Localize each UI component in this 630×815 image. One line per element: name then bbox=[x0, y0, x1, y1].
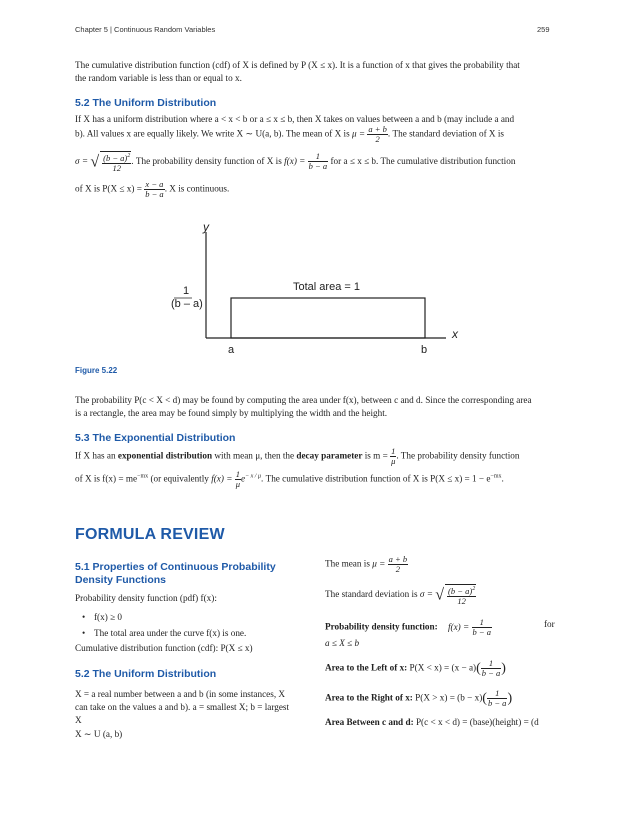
exponential-line-2: of X is $f(x) = me^{-mx}$ (or equivalently f(x) = $\frac{1}{\mu}$ $e^{- x / \mu}$. The cumulative distribution function of X is $P(X \le x) = 1 - e^{-mx}$. bbox=[75, 469, 504, 489]
exp-pdf-fraction: $\frac{1}{\mu}$ bbox=[235, 469, 241, 489]
exponential-line-1: If X has an exponential distribution with mean μ, then the decay parameter is m = $\frac{1}{\mu}$ . The probability density function bbox=[75, 446, 520, 466]
uniform-line-4: of X is P(X ≤ x) = $\frac{x - a}{b - a}$ . X is continuous. bbox=[75, 179, 230, 199]
probability-rectangle bbox=[231, 298, 425, 338]
list-item: • The total area under the curve f(x) is one. bbox=[75, 625, 307, 641]
intro-line-2: the random variable is less than or equal to x. bbox=[75, 73, 242, 83]
fr-pdf-properties bbox=[75, 609, 307, 641]
a-tick-label: a bbox=[228, 344, 235, 356]
x-axis-label: x bbox=[452, 327, 458, 341]
fr-pdf-fraction: $\frac{1}{b - a}$ bbox=[472, 617, 491, 637]
fr-pdf: Probability density function: f(x) = $\frac{1}{b - a}$ for bbox=[325, 617, 555, 637]
pdf-fraction: $\frac{1}{b - a}$ bbox=[308, 151, 328, 172]
uniform-line-2: b). All values x are equally likely. We write X ∼ U(a, b). The mean of X is μ = $\frac{a + b}{2}$ . The standard deviation of X is bbox=[75, 124, 504, 144]
fr-area-right: Area to the Right of x: P(X > x) = (b − x)( $\frac{1}{b - a}$ ) bbox=[325, 688, 513, 708]
height-numerator: 1 bbox=[183, 285, 190, 297]
fr-mean-fraction: $\frac{a + b}{2}$ bbox=[388, 554, 408, 574]
sd-fraction: $\frac{(b - a)^2}{12}$ bbox=[103, 152, 131, 173]
figure-caption: Figure 5.22 bbox=[75, 366, 118, 375]
height-denominator: (b – a) bbox=[171, 298, 203, 310]
cdf-fraction: $\frac{x - a}{b - a}$ bbox=[145, 179, 164, 199]
list-item: • f(x) ≥ 0 bbox=[75, 609, 307, 625]
fr-pdf-line: Probability density function (pdf) f(x): bbox=[75, 593, 217, 603]
running-header: Chapter 5 | Continuous Random Variables bbox=[75, 25, 216, 34]
sqrt-icon: √ bbox=[435, 586, 445, 604]
b-tick-label: b bbox=[421, 344, 428, 356]
total-area-label: Total area = 1 bbox=[293, 281, 360, 293]
fr-standard-deviation: The standard deviation is σ = √ $\frac{(b - a)^2}{12}$ bbox=[325, 585, 476, 606]
probability-paragraph: The probability P(c < X < d) may be found by computing the area under f(x), between c and d. Since the corresponding area is a rectangle, the area may be found simply by multiplying the width and the height. bbox=[75, 395, 532, 418]
page-number: 259 bbox=[537, 25, 550, 34]
sqrt-icon: √ bbox=[90, 153, 100, 171]
uniform-line-1: If X has a uniform distribution where a < x < b or a ≤ x ≤ b, then X takes on values between a and b (may include a and bbox=[75, 114, 515, 124]
fr-section-5-1-title: 5.1 Properties of Continuous Probability Density Functions bbox=[75, 561, 276, 586]
section-5-2-title: 5.2 The Uniform Distribution bbox=[75, 97, 217, 109]
fr-uniform-definition: X = a real number between a and b (in some instances, X can take on the values a and b). a = smallest X; b = largest X bbox=[75, 689, 290, 725]
decay-fraction: $\frac{1}{\mu}$ bbox=[391, 446, 396, 466]
fr-mean: The mean is μ = $\frac{a + b}{2}$ bbox=[325, 554, 408, 574]
intro-line-1: The cumulative distribution function (cdf) of X is defined by P (X ≤ x). It is a function of x that gives the probability that bbox=[75, 60, 520, 70]
section-5-3-title: 5.3 The Exponential Distribution bbox=[75, 432, 236, 444]
fr-area-left: Area to the Left of x: P(X < x) = (x − a)( $\frac{1}{b - a}$ ) bbox=[325, 658, 506, 678]
y-axis-label: y bbox=[203, 220, 209, 234]
uniform-line-3: σ = √ $\frac{(b - a)^2}{12}$ . The probability density function of X is f(x) = $\frac{1}{b - a}$ for a ≤ x ≤ b. The cumulative distribution function bbox=[75, 151, 516, 173]
fr-pdf-range: a ≤ X ≤ b bbox=[325, 638, 360, 648]
fr-uniform-notation: X ∼ U (a, b) bbox=[75, 729, 123, 739]
formula-review-title: FORMULA REVIEW bbox=[75, 526, 225, 543]
fr-sd-fraction: $\frac{(b - a)^2}{12}$ bbox=[448, 585, 476, 606]
intro-paragraph bbox=[75, 59, 560, 85]
fr-area-between: Area Between c and d: P(c < x < d) = (base)(height) = (d bbox=[325, 717, 539, 727]
fr-cdf-line: Cumulative distribution function (cdf): P(X ≤ x) bbox=[75, 643, 253, 653]
fr-section-5-2-title: 5.2 The Uniform Distribution bbox=[75, 668, 217, 680]
mean-fraction: $\frac{a + b}{2}$ bbox=[368, 124, 387, 144]
